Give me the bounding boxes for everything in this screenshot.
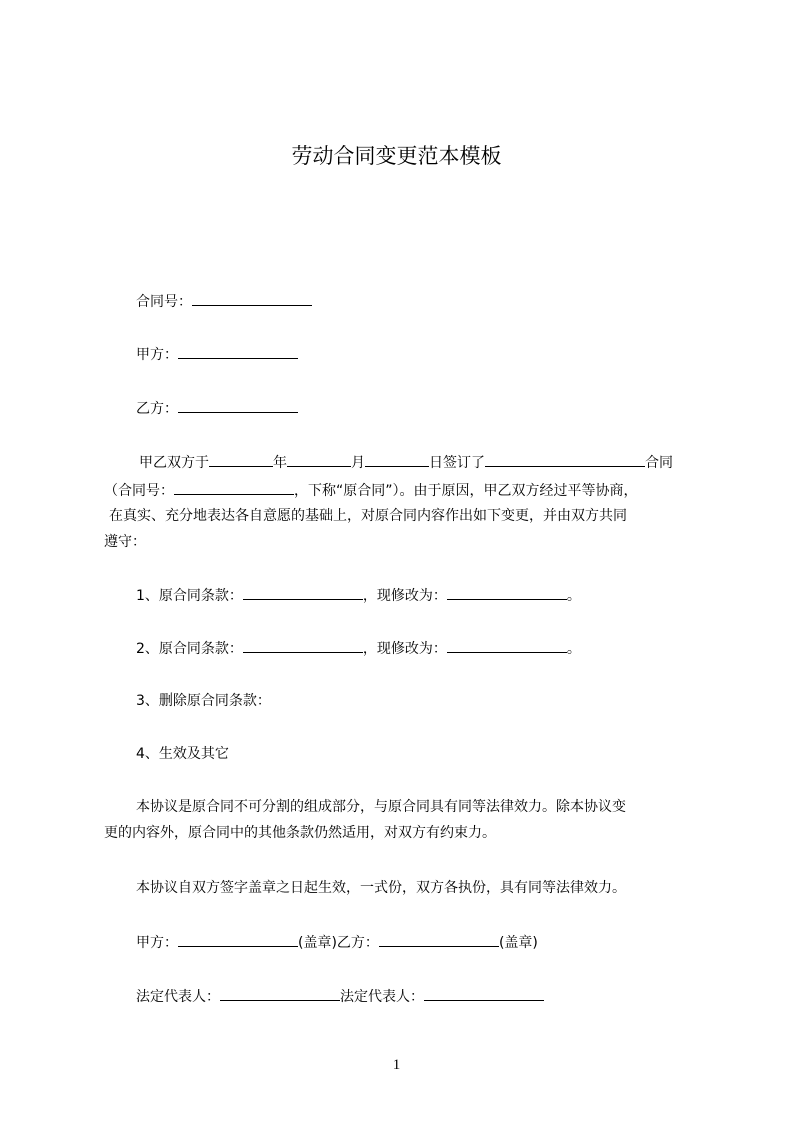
intro-line-3: 在真实、充分地表达各自意愿的基础上，对原合同内容作出如下变更，并由双方共同 (109, 508, 627, 524)
item-4: 4、生效及其它 (136, 746, 229, 762)
intro-line-4: 遵守： (104, 534, 146, 550)
day-blank[interactable] (365, 452, 429, 467)
item-1-label: 1、原合同条款： (136, 588, 243, 604)
item-1 (136, 585, 581, 606)
item-1-original-blank[interactable] (243, 585, 363, 600)
intro-contract-no-blank[interactable] (174, 480, 294, 495)
signature-party-a-label: 甲方： (136, 935, 178, 951)
item-2-modified-label: ，现修改为： (362, 641, 447, 657)
intro-line-1 (139, 452, 673, 473)
signature-party-b-blank[interactable] (379, 932, 499, 947)
party-a-label: 甲方： (136, 347, 178, 363)
paragraph-2: 本协议自双方签字盖章之日起生效，一式份，双方各执份，具有同等法律效力。 (136, 880, 626, 896)
signature-seal-b-label: (盖章) (498, 935, 538, 951)
paragraph-1-line-2: 更的内容外，原合同中的其他条款仍然适用，对双方有约束力。 (104, 825, 496, 841)
legal-rep-a-blank[interactable] (220, 986, 340, 1001)
item-1-modified-label: ，现修改为： (362, 588, 447, 604)
party-b-blank[interactable] (178, 398, 298, 413)
legal-rep-a-label: 法定代表人： (136, 989, 220, 1005)
party-a-line (136, 344, 298, 365)
party-a-blank[interactable] (178, 344, 298, 359)
contract-number-label: 合同号： (136, 294, 192, 310)
item-2-label: 2、原合同条款： (136, 641, 243, 657)
item-2 (136, 638, 581, 659)
signature-line (136, 932, 538, 953)
legal-rep-b-label: 法定代表人： (340, 989, 424, 1005)
item-2-original-blank[interactable] (243, 638, 363, 653)
legal-rep-b-blank[interactable] (424, 986, 544, 1001)
day-signed-label: 日签订了 (429, 455, 485, 471)
contract-name-blank[interactable] (485, 452, 645, 467)
legal-representative-line (136, 986, 544, 1007)
year-blank[interactable] (209, 452, 273, 467)
month-label: 月 (351, 455, 365, 471)
item-1-modified-blank[interactable] (447, 585, 567, 600)
party-b-line (136, 398, 298, 419)
intro-line-2 (104, 480, 638, 501)
month-blank[interactable] (287, 452, 351, 467)
party-b-label: 乙方： (136, 401, 178, 417)
intro-text-signed-on: 甲乙双方于 (139, 455, 209, 471)
paragraph-1-line-1: 本协议是原合同不可分割的组成部分，与原合同具有同等法律效力。除本协议变 (136, 799, 626, 815)
intro-contract-no-label: （合同号： (104, 483, 174, 499)
contract-number-line (136, 291, 312, 312)
item-2-end: 。 (566, 641, 581, 657)
signature-party-a-blank[interactable] (178, 932, 298, 947)
item-3: 3、删除原合同条款： (136, 693, 271, 709)
year-label: 年 (273, 455, 287, 471)
contract-label: 合同 (645, 455, 673, 471)
signature-seal-a-label: (盖章)乙方： (298, 935, 379, 951)
item-1-end: 。 (566, 588, 581, 604)
item-2-modified-blank[interactable] (447, 638, 567, 653)
intro-text-reason: ，下称“原合同”）。由于原因，甲乙双方经过平等协商， (294, 483, 638, 499)
document-title: 劳动合同变更范本模板 (291, 144, 502, 168)
page-number: 1 (392, 1057, 401, 1073)
contract-number-blank[interactable] (192, 291, 312, 306)
